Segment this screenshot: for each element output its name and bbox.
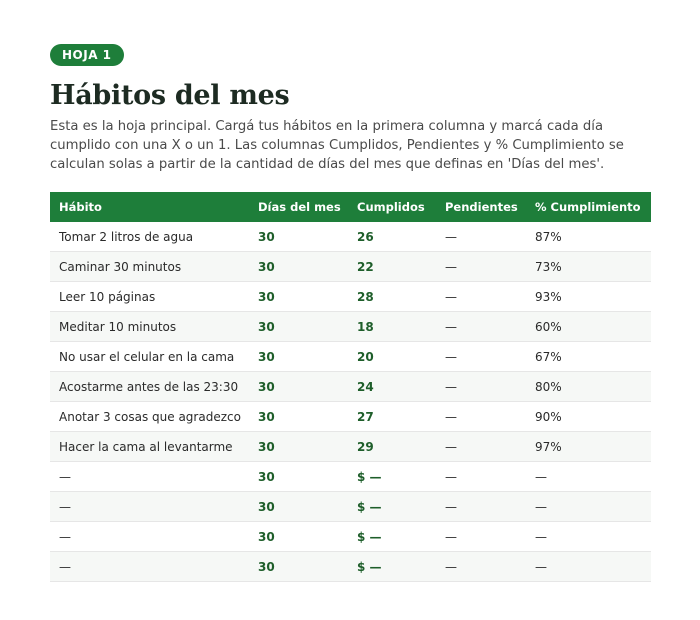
table-row <box>50 372 651 402</box>
cell-pendientes[interactable]: — <box>436 492 526 522</box>
table-body <box>50 222 651 582</box>
header-pendientes: Pendientes <box>436 192 526 222</box>
cell-pendientes[interactable]: — <box>436 252 526 282</box>
cell-pendientes[interactable]: — <box>436 522 526 552</box>
cell-pendientes[interactable]: — <box>436 282 526 312</box>
table-row <box>50 432 651 462</box>
table-row <box>50 462 651 492</box>
cell-cumplidos[interactable]: 27 <box>348 402 436 432</box>
cell-cumplidos[interactable]: $ — <box>348 462 436 492</box>
cell-dias[interactable]: 30 <box>249 552 348 582</box>
cell-cumplimiento[interactable]: 87% <box>526 222 651 252</box>
cell-pendientes[interactable]: — <box>436 552 526 582</box>
cell-pendientes[interactable]: — <box>436 432 526 462</box>
cell-habito[interactable]: Anotar 3 cosas que agradezco <box>50 402 249 432</box>
cell-cumplidos[interactable]: 28 <box>348 282 436 312</box>
cell-cumplimiento[interactable]: — <box>526 552 651 582</box>
table-row <box>50 312 651 342</box>
table-row <box>50 522 651 552</box>
cell-cumplidos[interactable]: 22 <box>348 252 436 282</box>
cell-habito[interactable]: Hacer la cama al levantarme <box>50 432 249 462</box>
cell-cumplidos[interactable]: $ — <box>348 552 436 582</box>
sheet-badge: HOJA 1 <box>50 44 124 66</box>
table-row <box>50 222 651 252</box>
cell-pendientes[interactable]: — <box>436 402 526 432</box>
table-row <box>50 552 651 582</box>
header-habito: Hábito <box>50 192 249 222</box>
header-cumplimiento: % Cumplimiento <box>526 192 651 222</box>
header-cumplidos: Cumplidos <box>348 192 436 222</box>
cell-cumplidos[interactable]: 24 <box>348 372 436 402</box>
cell-pendientes[interactable]: — <box>436 312 526 342</box>
cell-cumplidos[interactable]: 20 <box>348 342 436 372</box>
cell-cumplidos[interactable]: $ — <box>348 522 436 552</box>
cell-dias[interactable]: 30 <box>249 402 348 432</box>
cell-dias[interactable]: 30 <box>249 222 348 252</box>
cell-dias[interactable]: 30 <box>249 372 348 402</box>
cell-cumplimiento[interactable]: 97% <box>526 432 651 462</box>
cell-pendientes[interactable]: — <box>436 222 526 252</box>
cell-cumplimiento[interactable]: 67% <box>526 342 651 372</box>
table-row <box>50 402 651 432</box>
cell-dias[interactable]: 30 <box>249 522 348 552</box>
cell-habito[interactable]: Meditar 10 minutos <box>50 312 249 342</box>
page-description: Esta es la hoja principal. Cargá tus hábitos en la primera columna y marcá cada día cumplido con una X o un 1. Las columnas Cumplidos, Pendientes y % Cumplimiento se calculan solas a partir de la cantidad de días del mes que definas en 'Días del mes'. <box>50 119 624 172</box>
cell-cumplimiento[interactable]: 93% <box>526 282 651 312</box>
cell-dias[interactable]: 30 <box>249 312 348 342</box>
cell-habito[interactable]: Tomar 2 litros de agua <box>50 222 249 252</box>
cell-dias[interactable]: 30 <box>249 462 348 492</box>
habits-table <box>50 192 651 582</box>
cell-habito[interactable]: — <box>50 522 249 552</box>
cell-cumplimiento[interactable]: 73% <box>526 252 651 282</box>
table-header-row <box>50 192 651 222</box>
table-row <box>50 252 651 282</box>
cell-cumplidos[interactable]: 18 <box>348 312 436 342</box>
cell-dias[interactable]: 30 <box>249 432 348 462</box>
cell-cumplidos[interactable]: 26 <box>348 222 436 252</box>
page-title: Hábitos del mes <box>50 80 290 111</box>
cell-habito[interactable]: Caminar 30 minutos <box>50 252 249 282</box>
cell-cumplimiento[interactable]: 80% <box>526 372 651 402</box>
cell-habito[interactable]: — <box>50 552 249 582</box>
table-row <box>50 282 651 312</box>
cell-dias[interactable]: 30 <box>249 252 348 282</box>
table-row <box>50 492 651 522</box>
cell-cumplidos[interactable]: 29 <box>348 432 436 462</box>
cell-cumplimiento[interactable]: — <box>526 522 651 552</box>
cell-pendientes[interactable]: — <box>436 462 526 492</box>
cell-cumplidos[interactable]: $ — <box>348 492 436 522</box>
cell-dias[interactable]: 30 <box>249 342 348 372</box>
cell-cumplimiento[interactable]: — <box>526 492 651 522</box>
cell-pendientes[interactable]: — <box>436 372 526 402</box>
cell-pendientes[interactable]: — <box>436 342 526 372</box>
cell-habito[interactable]: Leer 10 páginas <box>50 282 249 312</box>
cell-cumplimiento[interactable]: 90% <box>526 402 651 432</box>
cell-habito[interactable]: Acostarme antes de las 23:30 <box>50 372 249 402</box>
cell-cumplimiento[interactable]: 60% <box>526 312 651 342</box>
cell-dias[interactable]: 30 <box>249 492 348 522</box>
table-row <box>50 342 651 372</box>
header-dias-del-mes: Días del mes <box>249 192 348 222</box>
cell-habito[interactable]: — <box>50 462 249 492</box>
cell-dias[interactable]: 30 <box>249 282 348 312</box>
cell-habito[interactable]: No usar el celular en la cama <box>50 342 249 372</box>
cell-habito[interactable]: — <box>50 492 249 522</box>
cell-cumplimiento[interactable]: — <box>526 462 651 492</box>
